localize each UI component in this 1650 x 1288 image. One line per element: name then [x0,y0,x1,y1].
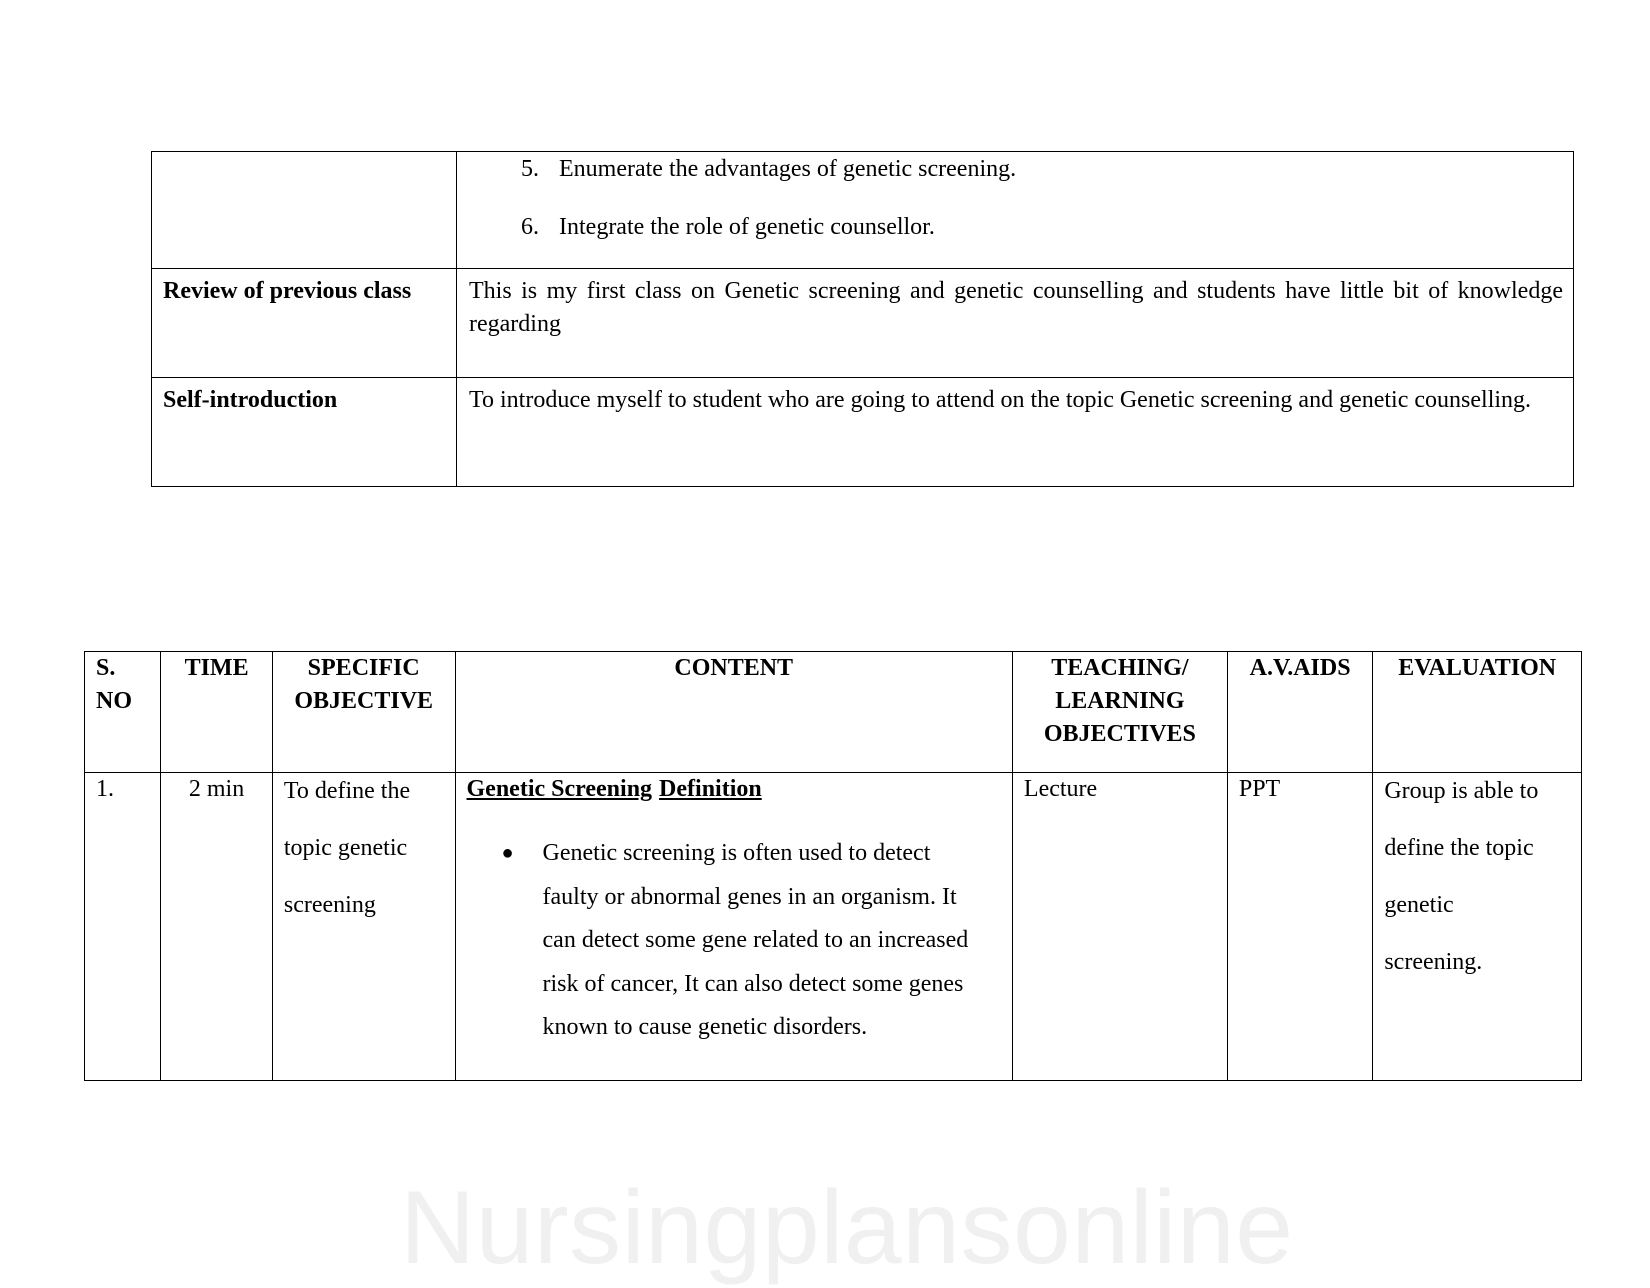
header-av-aids: A.V.AIDS [1227,652,1372,773]
objective-text: Integrate the role of genetic counsellor. [559,214,935,240]
content-heading-part: Definition [659,776,762,802]
watermark: Nursingplansonline [400,1170,1294,1286]
row-av-aids: PPT [1227,773,1372,1081]
header-teaching-line: OBJECTIVES [1043,721,1196,747]
evaluation-line: Group is able to [1384,778,1539,804]
objectives-row [152,152,1574,269]
header-teaching-line: LEARNING [1055,688,1185,714]
header-teaching-line: TEACHING/ [1051,655,1189,681]
row-specific-objective [272,773,455,1081]
header-sno [85,652,161,773]
header-teaching-learning [1012,652,1227,773]
review-row [152,269,1574,378]
row-evaluation [1373,773,1582,1081]
header-sno-line: S. [96,655,116,681]
row-sno: 1. [85,773,161,1081]
plan-header-row [85,652,1582,773]
content-heading [467,773,1001,806]
header-objective-line: OBJECTIVE [294,688,434,714]
header-content: CONTENT [455,652,1012,773]
objectives-label-cell [152,152,457,269]
objective-lines [284,763,444,934]
objective-number: 6. [521,214,539,240]
table-row [85,773,1582,1081]
header-time: TIME [161,652,273,773]
content-bullet-text: Genetic screening is often used to detect faulty or abnormal genes in an organism. It can detect some gene related to an increased risk of cancer, It can also detect some genes known to cause genetic disorders. [542,840,969,1040]
evaluation-line: genetic [1384,892,1454,918]
evaluation-lines [1384,763,1570,991]
objective-number: 5. [521,156,539,182]
header-evaluation: EVALUATION [1373,652,1582,773]
row-content [455,773,1012,1081]
objective-item [469,210,1563,268]
row-teaching-learning: Lecture [1012,773,1227,1081]
objective-item [469,152,1563,210]
objective-line: topic genetic [283,835,408,861]
evaluation-line: define the topic [1384,835,1534,861]
objective-text: Enumerate the advantages of genetic screening. [559,156,1017,182]
row-time: 2 min [161,773,273,1081]
objectives-value-cell [457,152,1574,269]
intro-text: To introduce myself to student who are going to attend on the topic Genetic screening and genetic counselling. [457,378,1574,487]
lesson-plan-table [84,651,1582,1081]
review-label: Review of previous class [152,269,457,378]
lesson-overview-table [151,151,1574,487]
intro-label: Self-introduction [152,378,457,487]
content-bullet-item [501,832,1001,1050]
header-sno-line: NO [96,688,132,714]
review-text: This is my first class on Genetic screening and genetic counselling and students have little bit of knowledge regarding [457,269,1574,378]
bullet-icon: ● [501,842,514,864]
objective-line: To define the [283,778,411,804]
evaluation-line: screening. [1384,949,1483,975]
content-heading-part: Genetic Screening [466,776,653,802]
header-specific-objective [272,652,455,773]
header-objective-line: SPECIFIC [307,655,420,681]
content-bullet-list [467,832,1001,1050]
intro-row [152,378,1574,487]
objectives-list [469,152,1563,268]
objective-line: screening [283,892,376,918]
